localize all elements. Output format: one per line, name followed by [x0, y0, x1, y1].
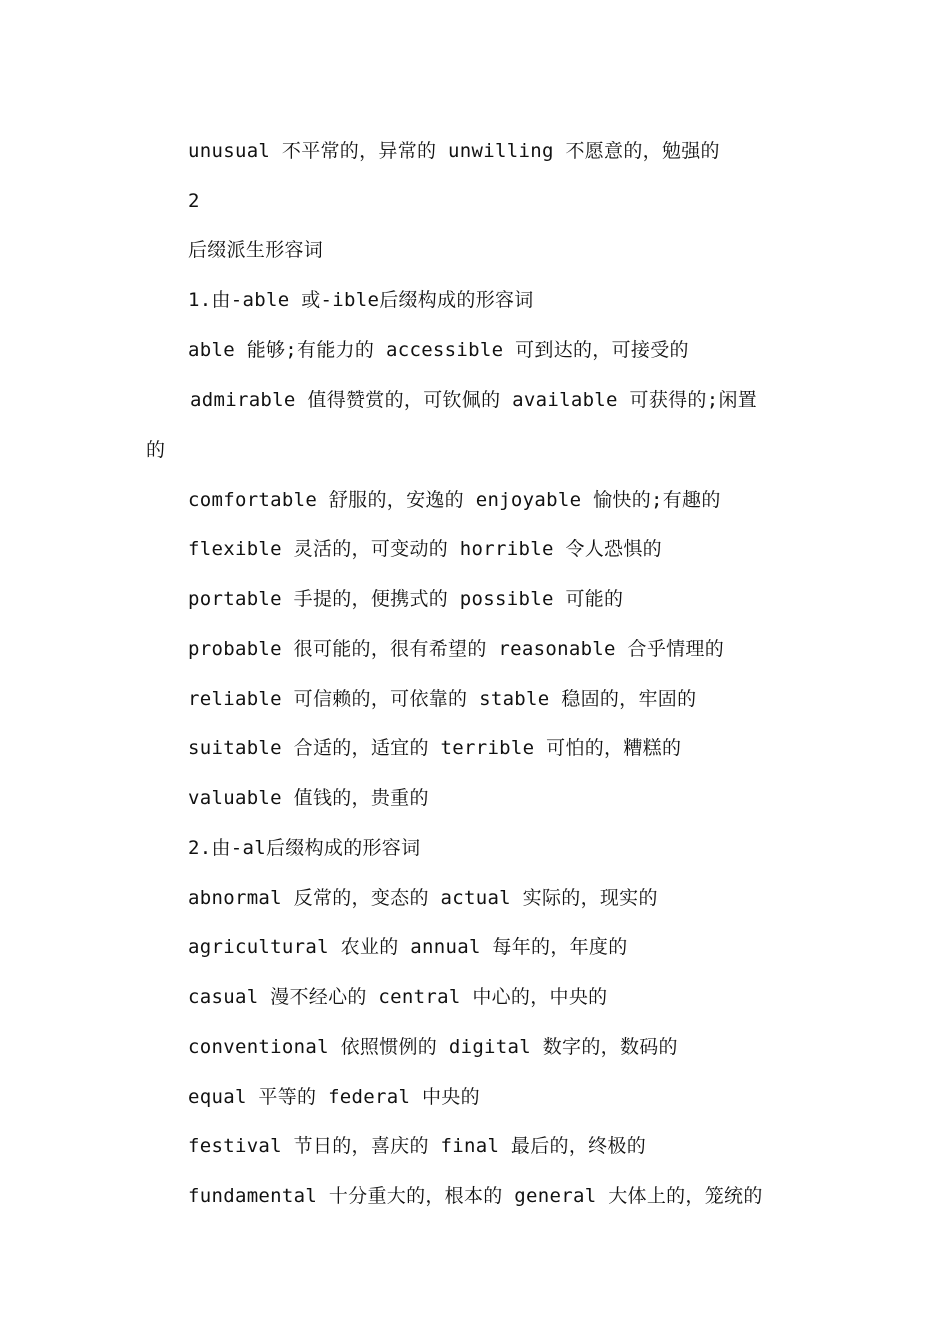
- section-heading: 后缀派生形容词: [188, 239, 324, 261]
- text-line: suitable 合适的，适宜的 terrible 可怕的，糟糕的: [188, 737, 682, 759]
- text-line: casual 漫不经心的 central 中心的，中央的: [188, 986, 608, 1008]
- subsection-heading: 2.由-al后缀构成的形容词: [188, 837, 421, 859]
- page-number: 2: [188, 190, 200, 212]
- text-line: equal 平等的 federal 中央的: [188, 1086, 480, 1108]
- text-line: admirable 值得赞赏的，可钦佩的 available 可获得的;闲置: [190, 389, 758, 411]
- text-line: abnormal 反常的，变态的 actual 实际的，现实的: [188, 887, 658, 909]
- text-line: portable 手提的，便携式的 possible 可能的: [188, 588, 624, 610]
- text-line: agricultural 农业的 annual 每年的，年度的: [188, 936, 628, 958]
- text-line: unusual 不平常的，异常的 unwilling 不愿意的，勉强的: [188, 140, 720, 162]
- text-line: probable 很可能的，很有希望的 reasonable 合乎情理的: [188, 638, 725, 660]
- text-line: comfortable 舒服的，安逸的 enjoyable 愉快的;有趣的: [188, 489, 721, 511]
- text-line: reliable 可信赖的，可依靠的 stable 稳固的，牢固的: [188, 688, 697, 710]
- subsection-heading: 1.由-able 或-ible后缀构成的形容词: [188, 289, 534, 311]
- text-line: able 能够;有能力的 accessible 可到达的，可接受的: [188, 339, 689, 361]
- text-line: fundamental 十分重大的，根本的 general 大体上的，笼统的: [188, 1185, 763, 1207]
- text-line: festival 节日的，喜庆的 final 最后的，终极的: [188, 1135, 647, 1157]
- text-line: valuable 值钱的，贵重的: [188, 787, 429, 809]
- text-line-continuation: 的: [146, 439, 166, 461]
- text-line: conventional 依照惯例的 digital 数字的，数码的: [188, 1036, 678, 1058]
- text-line: flexible 灵活的，可变动的 horrible 令人恐惧的: [188, 538, 662, 560]
